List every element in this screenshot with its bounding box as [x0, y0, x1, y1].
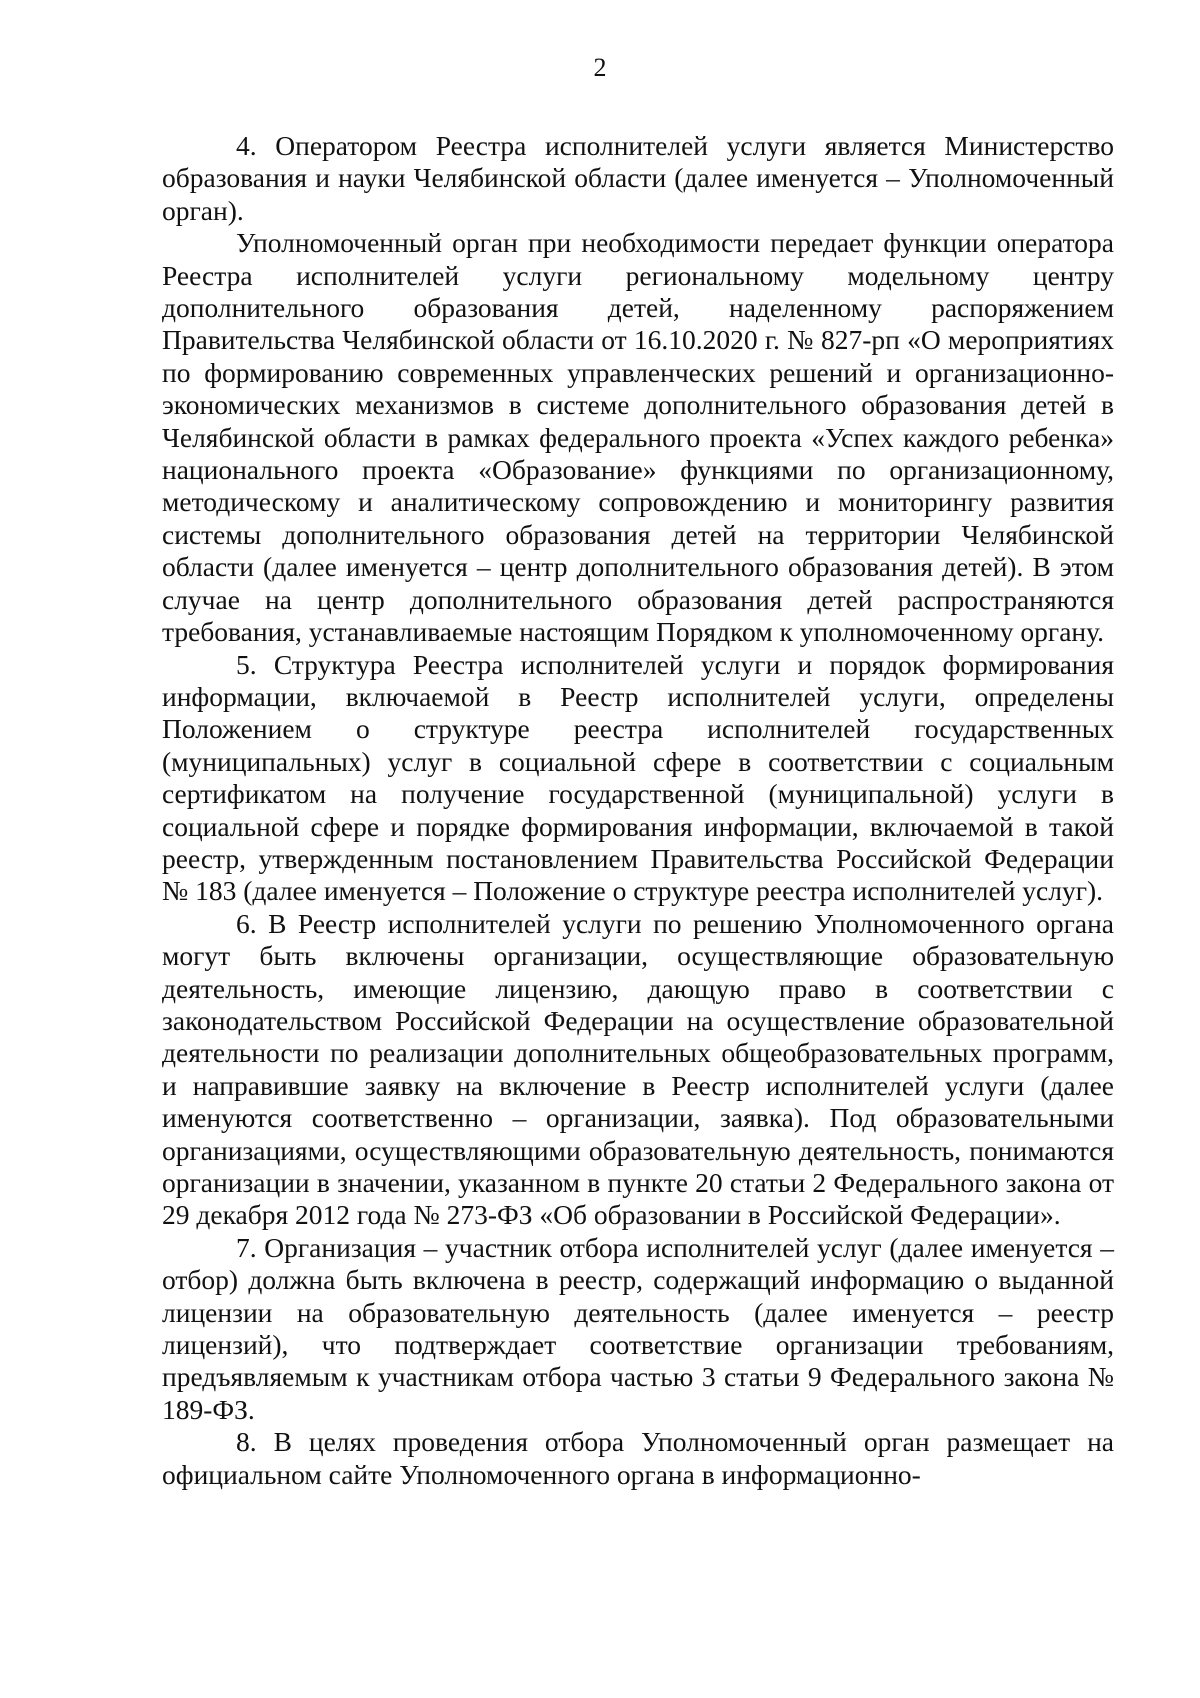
paragraph-6: 6. В Реестр исполнителей услуги по решению Уполномоченного органа могут быть включены организации, осуществляющие образовательную деятельность, имеющие лицензию, дающую право в соответствии с законодательством Российской Федерации на осуществление образовательной деятельности по реализации дополнительных общеобразовательных программ, и направившие заявку на включение в Реестр исполнителей услуги (далее именуются соответственно – организации, заявка). Под образовательными организациями, осуществляющими образовательную деятельность, понимаются организации в значении, указанном в пункте 20 статьи 2 Федерального закона от 29 декабря 2012 года № 273-ФЗ «Об образовании в Российской Федерации». — [162, 907, 1114, 1231]
paragraph-8: 8. В целях проведения отбора Уполномоченный орган размещает на официальном сайте Уполномоченного органа в информационно- — [162, 1426, 1114, 1490]
page-number: 2 — [593, 53, 607, 82]
document-body — [162, 130, 1114, 1491]
paragraph-4: 4. Оператором Реестра исполнителей услуги является Министерство образования и науки Челябинской области (далее именуется – Уполномоченный орган). — [162, 130, 1114, 226]
paragraph-7: 7. Организация – участник отбора исполнителей услуг (далее именуется – отбор) должна быть включена в реестр, содержащий информацию о выданной лицензии на образовательную деятельность (далее именуется – реестр лицензий), что подтверждает соответствие организации требованиям, предъявляемым к участникам отбора частью 3 статьи 9 Федерального закона № 189-ФЗ. — [162, 1231, 1114, 1425]
paragraph-5: 5. Структура Реестра исполнителей услуги и порядок формирования информации, включаемой в Реестр исполнителей услуги, определены Положением о структуре реестра исполнителей государственных (муниципальных) услуг в социальной сфере в соответствии с социальным сертификатом на получение государственной (муниципальной) услуги в социальной сфере и порядке формирования информации, включаемой в такой реестр, утвержденным постановлением Правительства Российской Федерации № 183 (далее именуется – Положение о структуре реестра исполнителей услуг). — [162, 648, 1114, 907]
paragraph-4-continued: Уполномоченный орган при необходимости передает функции оператора Реестра исполнителей услуги региональному модельному центру дополнительного образования детей, наделенному распоряжением Правительства Челябинской области от 16.10.2020 г. № 827-рп «О мероприятиях по формированию современных управленческих решений и организационно-экономических механизмов в системе дополнительного образования детей в Челябинской области в рамках федерального проекта «Успех каждого ребенка» национального проекта «Образование» функциями по организационному, методическому и аналитическому сопровождению и мониторингу развития системы дополнительного образования детей на территории Челябинской области (далее именуется – центр дополнительного образования детей). В этом случае на центр дополнительного образования детей распространяются требования, устанавливаемые настоящим Порядком к уполномоченному органу. — [162, 227, 1114, 648]
